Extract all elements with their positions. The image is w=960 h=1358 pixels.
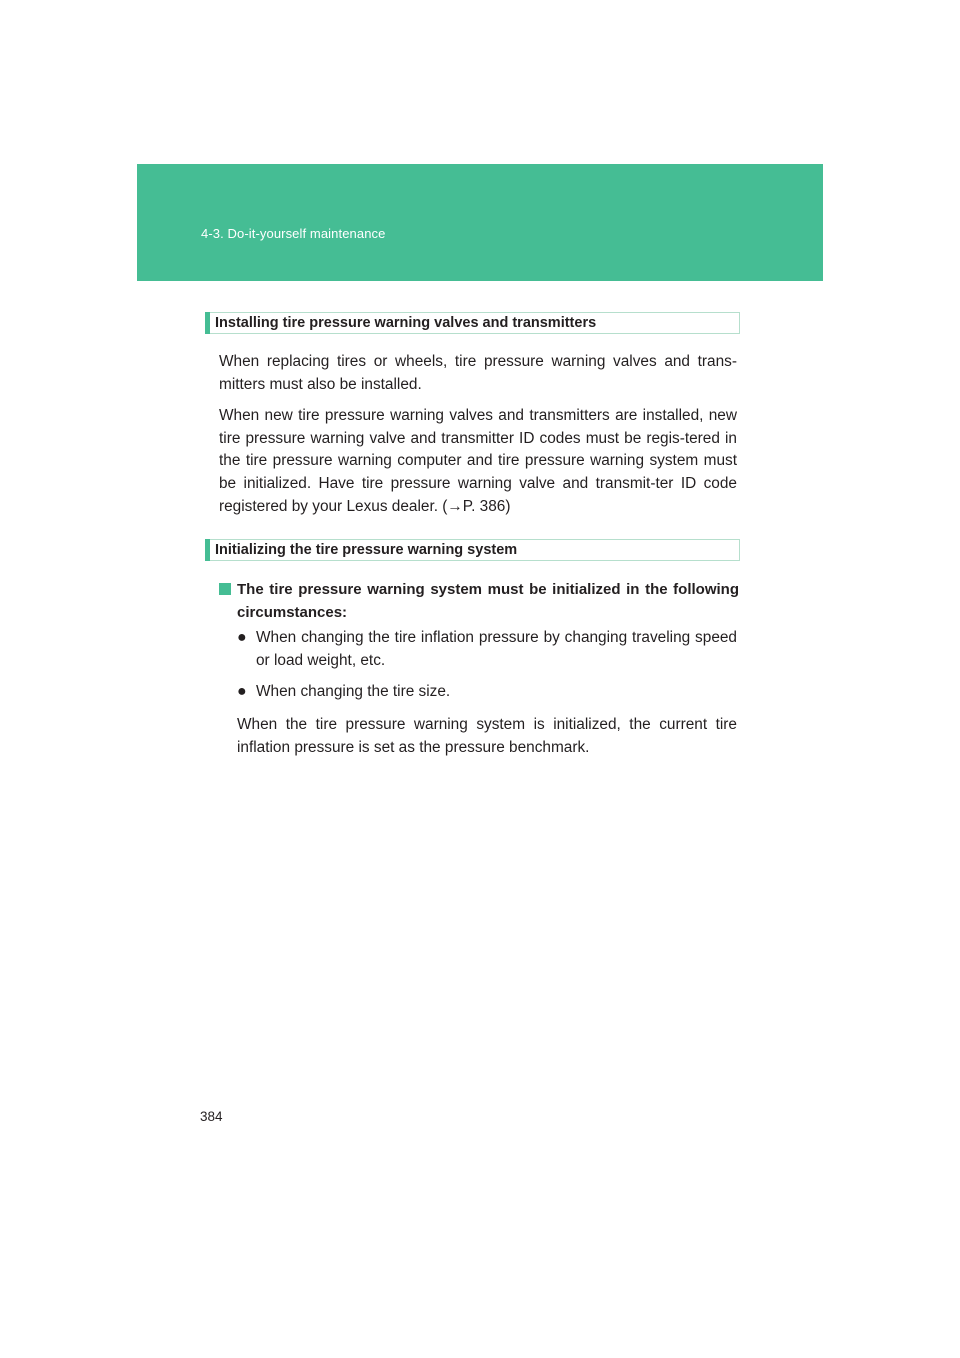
bullet-dot-icon: ●: [237, 629, 247, 646]
list-item: [237, 627, 737, 672]
header-band: [137, 164, 823, 281]
list-item-text: When changing the tire inflation pressure by changing traveling speed or load weight, etc.: [256, 629, 737, 669]
sub-heading-circumstances: [219, 578, 739, 624]
section-heading-text: Initializing the tire pressure warning system: [215, 542, 518, 558]
bullet-dot-icon: ●: [237, 683, 247, 700]
sub-heading-text: The tire pressure warning system must be initialized in the following circumstances:: [237, 581, 739, 621]
section-heading-initializing: [205, 539, 740, 561]
section-heading-text: Installing tire pressure warning valves and transmitters: [215, 315, 597, 331]
list-item-text: When changing the tire size.: [256, 683, 451, 700]
paragraph-benchmark-note: When the tire pressure warning system is initialized, the current tire inflation pressure is set as the pressure benchmark.: [237, 716, 737, 756]
section-heading-accent-bar: [205, 312, 210, 334]
section-heading-accent-bar: [205, 539, 210, 561]
paragraph-id-codes: When new tire pressure warning valves and transmitters are installed, new tire pressure warning valve and transmitter ID codes must be regis-tered in the tire pressure warning computer and tire pressure warning system must be initialized. Have tire pressure warning valve and transmit-ter ID code registered by your Lexus dealer. (→P. 386): [219, 407, 737, 515]
section-heading-installing: [205, 312, 740, 334]
list-item: [237, 681, 737, 704]
square-bullet-icon: [219, 583, 231, 595]
breadcrumb: 4-3. Do-it-yourself maintenance: [201, 226, 386, 241]
paragraph-replacing-tires: When replacing tires or wheels, tire pressure warning valves and trans-mitters must also be installed.: [219, 353, 737, 393]
page-number: 384: [200, 1109, 223, 1124]
